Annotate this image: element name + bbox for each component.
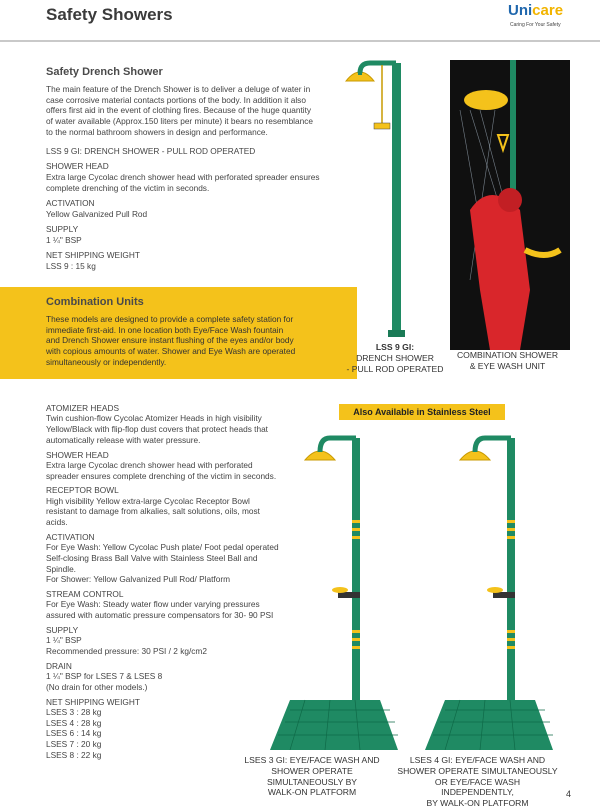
caption-line: OR EYE/FACE WASH	[434, 776, 521, 787]
spec-label: SUPPLY	[46, 624, 79, 635]
text-line: automatically release with water pressure.	[46, 434, 201, 445]
caption-line: SIMULTANEOUSLY BY	[266, 776, 358, 787]
text-line: For Eye Wash: Yellow Cycolac Push plate/ Foot pedal operated	[46, 542, 279, 553]
lses3-caption	[238, 755, 386, 798]
unicare-logo	[508, 2, 570, 36]
text-line: Spindle.	[46, 563, 76, 574]
text-line: (No drain for other models.)	[46, 681, 148, 692]
lses4-unit-illustration	[405, 430, 555, 750]
caption-line: - PULL ROD OPERATED	[346, 363, 444, 374]
spec-label: DRAIN	[46, 660, 72, 671]
text-line: spreader ensures complete drenching of the victim in seconds.	[46, 470, 277, 481]
caption-line: INDEPENDENTLY,	[441, 787, 514, 798]
lses4-caption	[395, 755, 560, 809]
spec-label: SHOWER HEAD	[46, 449, 109, 460]
text-line: offers first aid in the event of clothing fires. Because of the huge quantity	[46, 105, 312, 116]
caption-line: LSES 4 GI: EYE/FACE WASH AND	[409, 755, 546, 765]
spec-label: SHOWER HEAD	[46, 161, 109, 172]
combination-caption	[445, 350, 570, 372]
caption-line: SHOWER OPERATE	[271, 765, 353, 776]
page-title: Safety Showers	[46, 5, 173, 24]
text-line: For Shower: Yellow Galvanized Pull Rod/ Platform	[46, 574, 231, 585]
text-line: LSES 6 : 14 kg	[46, 728, 102, 739]
text-line: acids.	[46, 517, 68, 528]
text-line: 1 ¼" BSP	[46, 635, 82, 646]
text-line: case corrosive material contacts portions of the body. In addition it also	[46, 94, 306, 105]
combination-intro	[46, 314, 351, 368]
text-line: assured with automatic pressure compensators for 30- 90 PSI	[46, 610, 274, 621]
text-line: Twin cushion-flow Cycolac Atomizer Heads in high visibility	[46, 413, 262, 424]
text-line: High visibility Yellow extra-large Cycolac Receptor Bowl	[46, 495, 250, 506]
text-line: complete drenching of the victim in seconds.	[46, 182, 210, 193]
spec-label: ACTIVATION	[46, 198, 95, 209]
logo-tagline: Caring For Your Safety	[510, 22, 561, 28]
photo-scene	[450, 60, 570, 350]
drench-model: LSS 9 GI: DRENCH SHOWER - PULL ROD OPERATED	[46, 146, 256, 156]
drench-title: Safety Drench Shower	[46, 66, 163, 78]
lss9-caption	[338, 342, 452, 374]
caption-line: DRENCH SHOWER	[356, 352, 434, 363]
drench-specs	[46, 146, 346, 272]
text-line: to the normal bathroom showers in design and performance.	[46, 126, 268, 137]
text-line: LSES 7 : 20 kg	[46, 739, 102, 750]
text-line: 1 ¼" BSP for LSES 7 & LSES 8	[46, 671, 163, 682]
text-line: with copious amounts of water. Shower and Eye Wash are operated	[46, 346, 296, 357]
text-line: Extra large Cycolac drench shower head with perforated spreader ensures	[46, 171, 320, 182]
spec-label: STREAM CONTROL	[46, 589, 124, 600]
caption-line: WALK-ON PLATFORM	[267, 787, 357, 798]
caption-line: & EYE WASH UNIT	[469, 360, 546, 371]
text-line: resistant to damage from alkalies, salt solutions, oils, most	[46, 506, 260, 517]
caption-line: LSES 3 GI: EYE/FACE WASH AND	[244, 755, 380, 765]
combination-title: Combination Units	[46, 296, 144, 308]
text-line: Yellow/Black with flip-flop dust covers that protect heads that	[46, 424, 268, 435]
text-line: LSS 9 : 15 kg	[46, 260, 96, 271]
text-line: 1 ¼" BSP	[46, 234, 82, 245]
text-line: LSES 8 : 22 kg	[46, 749, 102, 760]
text-line: These models are designed to provide a complete safety station for	[46, 314, 294, 324]
text-line: immediate first-aid. In one location both Eye/Face Wash fountain	[46, 324, 284, 335]
spec-label: RECEPTOR BOWL	[46, 485, 119, 496]
text-line: of water available (Approx.150 liters per minute) it bears no resemblance	[46, 116, 314, 127]
text-line: Recommended pressure: 30 PSI / 2 kg/cm2	[46, 645, 207, 656]
caption-line: SHOWER OPERATE SIMULTANEOUSLY	[397, 765, 558, 776]
spec-label: ATOMIZER HEADS	[46, 403, 119, 413]
caption-line: BY WALK-ON PLATFORM	[426, 798, 529, 809]
combination-unit-photo	[450, 60, 570, 350]
header-divider	[0, 40, 600, 42]
text-line: and Drench Shower ensure instant flushing of the eyes and/or body	[46, 335, 294, 346]
spec-label: NET SHIPPING WEIGHT	[46, 250, 140, 261]
text-line: LSES 3 : 28 kg	[46, 706, 102, 717]
lses3-unit-illustration	[250, 430, 400, 750]
lss9-shower-illustration	[340, 55, 450, 345]
text-line: Self-closing Brass Ball Valve with Stainless Steel Ball and	[46, 552, 258, 563]
page-header	[0, 0, 600, 42]
stainless-note: Also Available in Stainless Steel	[339, 404, 505, 420]
caption-line: LSS 9 GI:	[375, 342, 415, 352]
text-line: Extra large Cycolac drench shower head with perforated	[46, 459, 253, 470]
logo-uni: Uni	[508, 2, 533, 19]
text-line: simultaneously or independently.	[46, 356, 167, 367]
spec-label: SUPPLY	[46, 224, 79, 235]
drench-intro	[46, 84, 346, 138]
text-line: The main feature of the Drench Shower is to deliver a deluge of water in	[46, 84, 311, 94]
text-line: For Eye Wash: Steady water flow under varying pressures	[46, 599, 260, 610]
logo-care: care	[532, 2, 564, 19]
spec-label: ACTIVATION	[46, 531, 95, 542]
text-line: LSES 4 : 28 kg	[46, 717, 102, 728]
page-number: 4	[566, 789, 572, 799]
caption-line: COMBINATION SHOWER	[456, 350, 559, 360]
spec-label: NET SHIPPING WEIGHT	[46, 696, 140, 707]
text-line: Yellow Galvanized Pull Rod	[46, 208, 148, 219]
